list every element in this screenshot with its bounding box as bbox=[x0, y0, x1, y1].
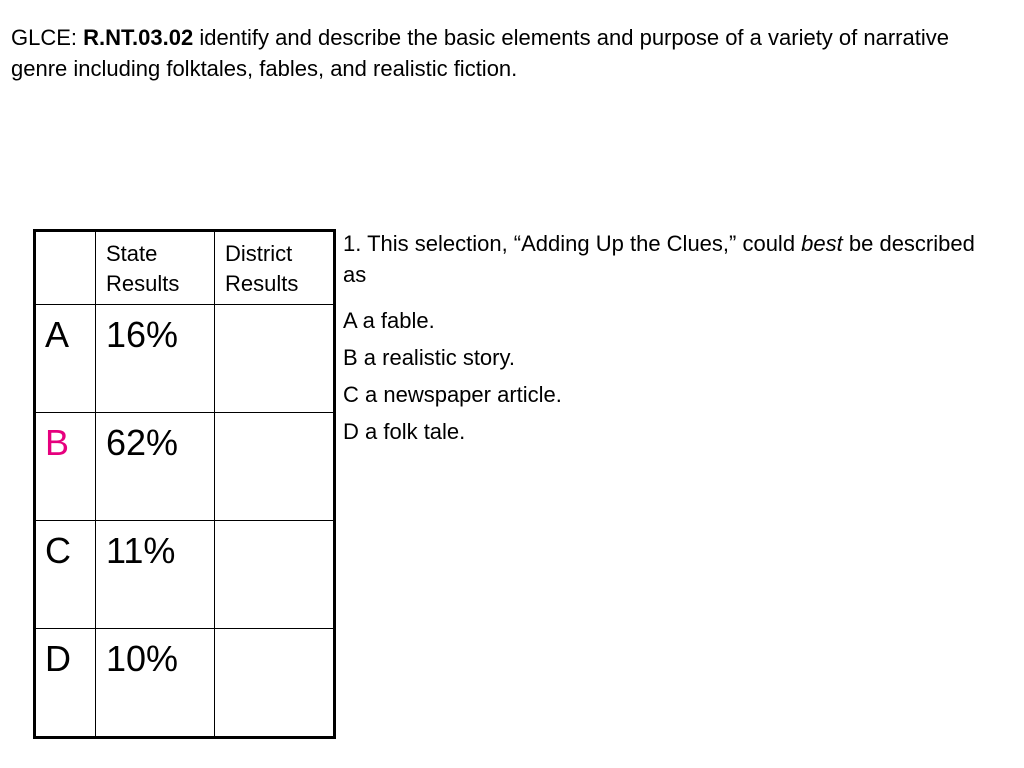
state-results-heading: State Results bbox=[106, 241, 180, 296]
header-cell-blank bbox=[35, 231, 96, 305]
answer-letter-a: A bbox=[45, 314, 70, 355]
answer-choice-d: D a folk tale. bbox=[343, 419, 466, 444]
header-cell-district-results bbox=[215, 231, 335, 305]
table-row bbox=[35, 305, 335, 413]
answer-choice-b: B a realistic story. bbox=[343, 345, 515, 370]
state-result-b: 62% bbox=[106, 422, 179, 463]
state-result-cell bbox=[96, 413, 215, 521]
state-result-cell bbox=[96, 629, 215, 738]
table-header-row bbox=[35, 231, 335, 305]
state-result-cell bbox=[96, 521, 215, 629]
district-result-b bbox=[215, 413, 333, 423]
answer-letter-cell bbox=[35, 305, 96, 413]
state-result-d: 10% bbox=[106, 638, 179, 679]
answer-letter-d: D bbox=[45, 638, 71, 679]
table-row bbox=[35, 413, 335, 521]
district-results-heading: District Results bbox=[225, 241, 299, 296]
question-stem bbox=[343, 228, 1003, 290]
answer-choice-c: C a newspaper article. bbox=[343, 382, 562, 407]
results-table bbox=[33, 229, 336, 739]
question-block bbox=[343, 228, 1003, 450]
district-result-c bbox=[215, 521, 333, 531]
district-result-d bbox=[215, 629, 333, 639]
stem-text-after: be described as bbox=[343, 231, 975, 287]
district-result-cell bbox=[215, 629, 335, 738]
header-cell-state-results bbox=[96, 231, 215, 305]
state-result-cell bbox=[96, 305, 215, 413]
district-result-cell bbox=[215, 305, 335, 413]
state-result-a: 16% bbox=[106, 314, 179, 355]
state-result-c: 11% bbox=[106, 530, 176, 571]
standard-code: R.NT.03.02 bbox=[83, 25, 194, 50]
table-row bbox=[35, 629, 335, 738]
stem-emphasis: best bbox=[801, 231, 843, 256]
answer-letter-cell bbox=[35, 629, 96, 738]
standard-header bbox=[11, 22, 1011, 84]
table-row bbox=[35, 521, 335, 629]
answer-letter-c: C bbox=[45, 530, 71, 571]
answer-letter-cell bbox=[35, 413, 96, 521]
answer-choice-a: A a fable. bbox=[343, 308, 435, 333]
header-prefix: GLCE: bbox=[11, 25, 84, 50]
answer-letter-b-correct: B bbox=[45, 422, 70, 463]
standard-description: identify and describe the basic elements and purpose of a variety of narrative genre including folktales, fables, and realistic fiction. bbox=[11, 25, 949, 81]
district-result-a bbox=[215, 305, 333, 315]
answer-letter-cell bbox=[35, 521, 96, 629]
district-result-cell bbox=[215, 521, 335, 629]
district-result-cell bbox=[215, 413, 335, 521]
stem-text-before: 1. This selection, “Adding Up the Clues,” could bbox=[343, 231, 802, 256]
